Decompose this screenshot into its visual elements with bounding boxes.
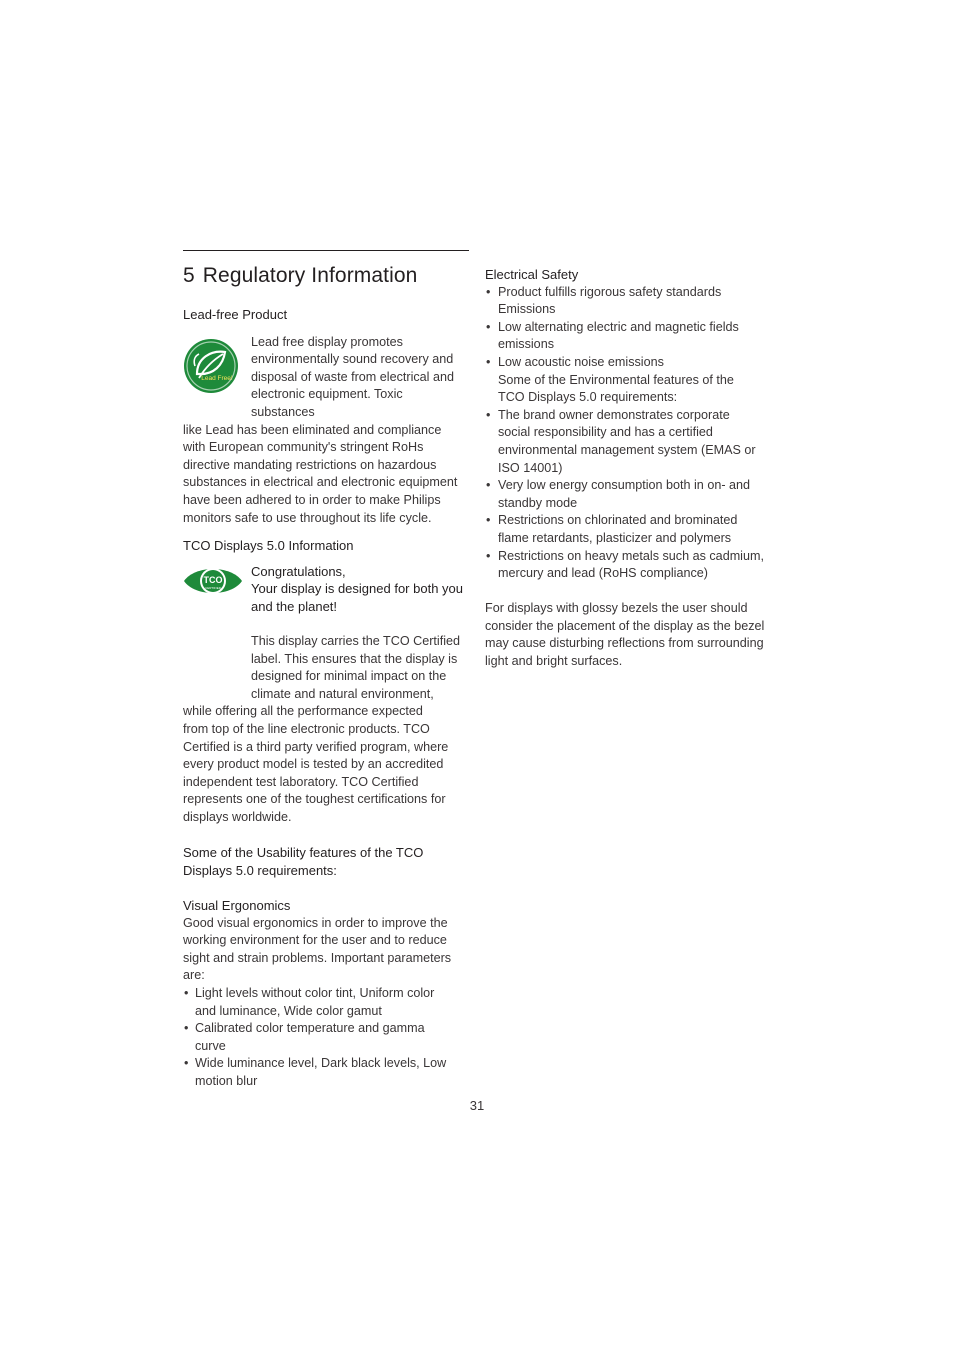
text-line: electronic equipment. Toxic substances [251,387,403,419]
text-line: consider the placement of the display as the bezel [485,618,765,633]
text-line: Lead free display promotes [251,334,403,349]
list-item: • Very low energy consumption both in on- and standby mode [485,477,775,512]
text-line: independent test laboratory. TCO Certified [183,774,419,789]
text-line: disposal of waste from electrical and [251,369,454,384]
lead-free-leaf-icon [183,338,239,394]
section-rule [183,250,469,251]
text-line: working environment for the user and to reduce [183,933,447,948]
text-line: directive mandating restrictions on hazardous [183,457,437,472]
text-line: sight and strain problems. Important parameters [183,950,452,965]
text-line: from top of the line electronic products. TCO [183,722,430,737]
text-line: have been adhered to in order to make Philips [183,492,441,507]
text-line: designed for minimal impact on the [251,669,447,684]
usability-heading-cont: Displays 5.0 requirements: [183,862,337,878]
tco-certified-eye-icon [183,561,243,601]
text-line: are: [183,968,205,983]
text-line: light and bright surfaces. [485,654,623,669]
text-line: while offering all the performance expected [183,704,423,719]
list-item: • The brand owner demonstrates corporate social responsibility and has a certified environmental management system (EMAS or ISO 14001) [485,407,775,477]
list-item: • Calibrated color temperature and gamma curve [183,1020,469,1055]
list-item: • Product fulfills rigorous safety standards Emissions [485,284,775,319]
lead-free-heading: Lead-free Product [183,307,288,322]
tco-heading: TCO Displays 5.0 Information [183,538,354,554]
electrical-safety-list [485,284,775,583]
list-item: • Restrictions on heavy metals such as cadmium, mercury and lead (RoHS compliance) [485,548,775,583]
text-line: substances in electrical and electronic equipment [183,475,458,490]
text-line: with European community's stringent RoHs [183,440,424,455]
list-item: • Low alternating electric and magnetic fields emissions [485,319,775,354]
text-line: may cause disturbing reflections from surrounding [485,636,764,651]
text-line: displays worldwide. [183,810,292,825]
list-item: • Low acoustic noise emissions Some of the Environmental features of the TCO Displays 5.0 requirements: [485,354,775,407]
text-line: climate and natural environment, [251,686,434,701]
list-item: • Light levels without color tint, Uniform color and luminance, Wide color gamut [183,985,469,1020]
text-line: For displays with glossy bezels the user should [485,601,748,616]
left-column [183,262,469,1091]
text-line: Certified is a third party verified program, where [183,739,449,754]
text-line: represents one of the toughest certifications for [183,792,446,807]
page-title [183,262,469,290]
tco-logo-subtext: CERTIFIED [205,585,221,590]
text-line: Good visual ergonomics in order to improve the [183,915,448,930]
text-line: like Lead has been eliminated and compliance [183,422,442,437]
section-title: Regulatory Information [202,264,418,287]
page-number: 31 [469,1098,485,1113]
text-line: environmentally sound recovery and [251,352,454,367]
section-number: 5 [183,264,195,287]
visual-ergonomics-heading: Visual Ergonomics [183,898,291,913]
lead-free-logo-text: Lead Free! [201,374,233,382]
right-column [485,266,775,671]
designed-line: and the planet! [251,598,338,614]
congrats-line: Congratulations, [251,563,346,579]
text-line: every product model is tested by an accredited [183,757,444,772]
list-item: • Wide luminance level, Dark black levels, Low motion blur [183,1055,469,1090]
electrical-safety-heading: Electrical Safety [485,267,579,282]
visual-ergonomics-list [183,985,469,1091]
list-item: • Restrictions on chlorinated and brominated flame retardants, plasticizer and polymers [485,512,775,547]
designed-line: Your display is designed for both you [251,581,463,597]
tco-logo-text: TCO [203,574,223,585]
text-line: label. This ensures that the display is [251,651,458,666]
lead-free-block [183,334,469,528]
text-line: monitors safe to use throughout its life cycle. [183,510,432,525]
usability-heading: Some of the Usability features of the TCO [183,845,424,861]
text-line: This display carries the TCO Certified [251,634,461,649]
tco-block [183,563,469,827]
